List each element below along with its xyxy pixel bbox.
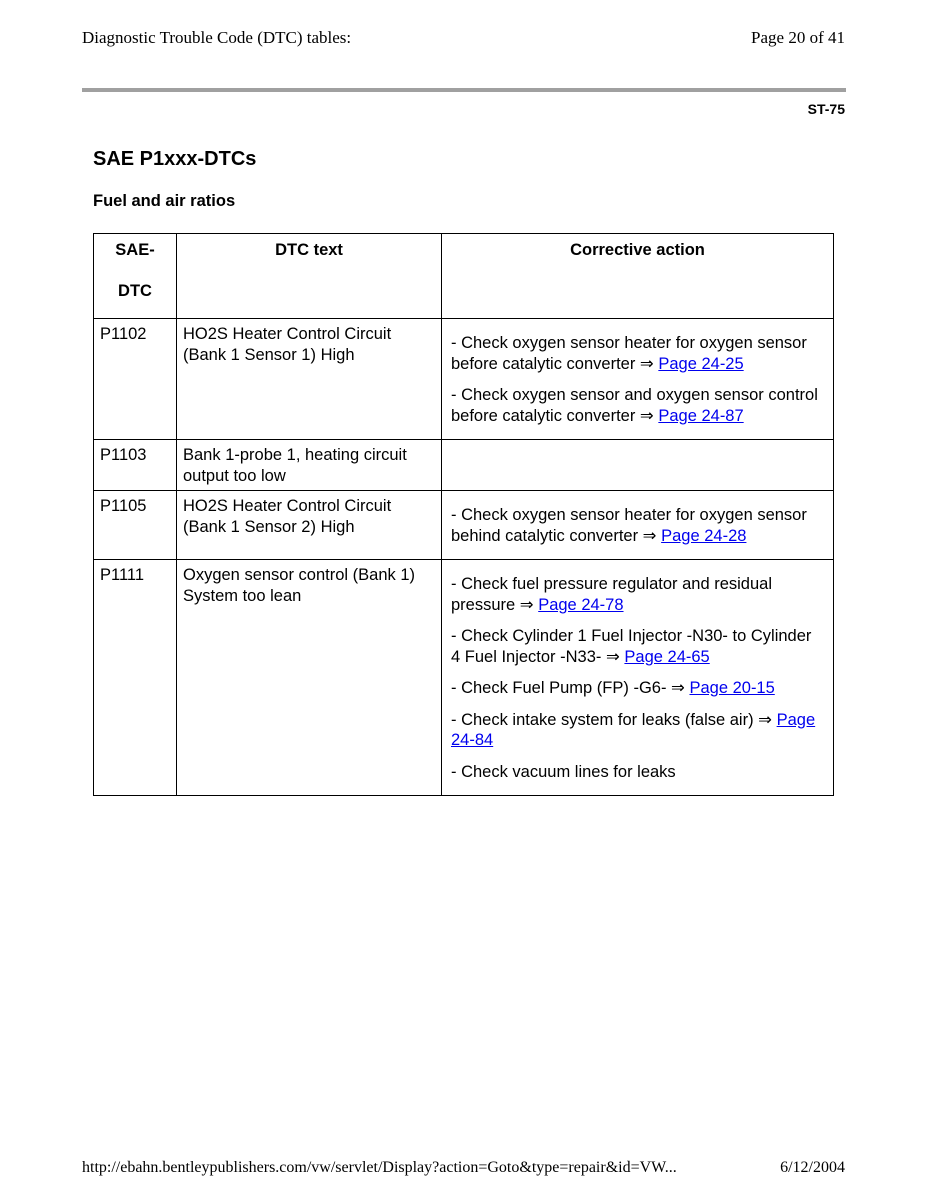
dtc-code: P1103 [94, 440, 177, 491]
page-heading: SAE P1xxx-DTCs [93, 148, 257, 170]
corrective-action [442, 440, 834, 491]
section-subheading: Fuel and air ratios [93, 192, 236, 210]
page-reference-link[interactable]: Page 24-87 [658, 406, 744, 425]
action-text: - Check Fuel Pump (FP) -G6- ⇒ [451, 679, 685, 697]
corrective-action [442, 319, 834, 440]
section-code: ST-75 [807, 101, 845, 117]
dtc-code: P1102 [94, 319, 177, 440]
table-row [94, 491, 834, 560]
dtc-text: Oxygen sensor control (Bank 1) System too lean [177, 560, 442, 796]
page-reference-link[interactable]: Page 24-78 [538, 595, 624, 614]
action-item [451, 710, 825, 751]
action-item [451, 505, 825, 546]
dtc-table [93, 233, 834, 796]
header-code-line1: SAE- [115, 241, 155, 259]
table-body [94, 319, 834, 796]
action-item [451, 678, 825, 699]
footer-date: 6/12/2004 [780, 1159, 845, 1176]
page-reference-link[interactable]: Page 24-28 [661, 526, 747, 545]
dtc-text: Bank 1-probe 1, heating circuit output too low [177, 440, 442, 491]
header-divider [82, 88, 846, 92]
action-text: - Check intake system for leaks (false air) ⇒ [451, 710, 773, 729]
page-reference-link[interactable]: Page 24-84 [451, 710, 816, 749]
action-text: - Check oxygen sensor heater for oxygen sensor behind catalytic converter ⇒ [451, 506, 807, 545]
action-item [451, 333, 825, 374]
header-dtc-text: DTC text [177, 234, 442, 319]
corrective-action [442, 560, 834, 796]
action-item [451, 385, 825, 426]
corrective-action [442, 491, 834, 560]
dtc-code: P1105 [94, 491, 177, 560]
action-text: - Check oxygen sensor and oxygen sensor control before catalytic converter ⇒ [451, 386, 818, 425]
action-text: - Check oxygen sensor heater for oxygen sensor before catalytic converter ⇒ [451, 334, 807, 373]
action-item [451, 762, 825, 783]
table-row [94, 319, 834, 440]
page-reference-link[interactable]: Page 20-15 [689, 679, 775, 697]
dtc-text: HO2S Heater Control Circuit (Bank 1 Sensor 2) High [177, 491, 442, 560]
page-number: Page 20 of 41 [751, 28, 845, 47]
dtc-text: HO2S Heater Control Circuit (Bank 1 Sensor 1) High [177, 319, 442, 440]
dtc-code: P1111 [94, 560, 177, 796]
header-corrective-action: Corrective action [442, 234, 834, 319]
document-title: Diagnostic Trouble Code (DTC) tables: [82, 28, 352, 47]
action-item [451, 626, 825, 667]
header-code [94, 234, 177, 319]
header-code-line2: DTC [118, 282, 152, 300]
table-row [94, 440, 834, 491]
action-text: - Check fuel pressure regulator and residual pressure ⇒ [451, 575, 773, 614]
footer-url: http://ebahn.bentleypublishers.com/vw/servlet/Display?action=Goto&type=repair&id=VW... [82, 1159, 677, 1176]
action-item [451, 574, 825, 615]
page-reference-link[interactable]: Page 24-25 [658, 354, 744, 373]
action-text: - Check Cylinder 1 Fuel Injector -N30- to Cylinder 4 Fuel Injector -N33- ⇒ [451, 627, 812, 666]
page-reference-link[interactable]: Page 24-65 [624, 647, 710, 666]
table-header-row [94, 234, 834, 319]
action-text: - Check vacuum lines for leaks [451, 762, 676, 781]
table-row [94, 560, 834, 796]
